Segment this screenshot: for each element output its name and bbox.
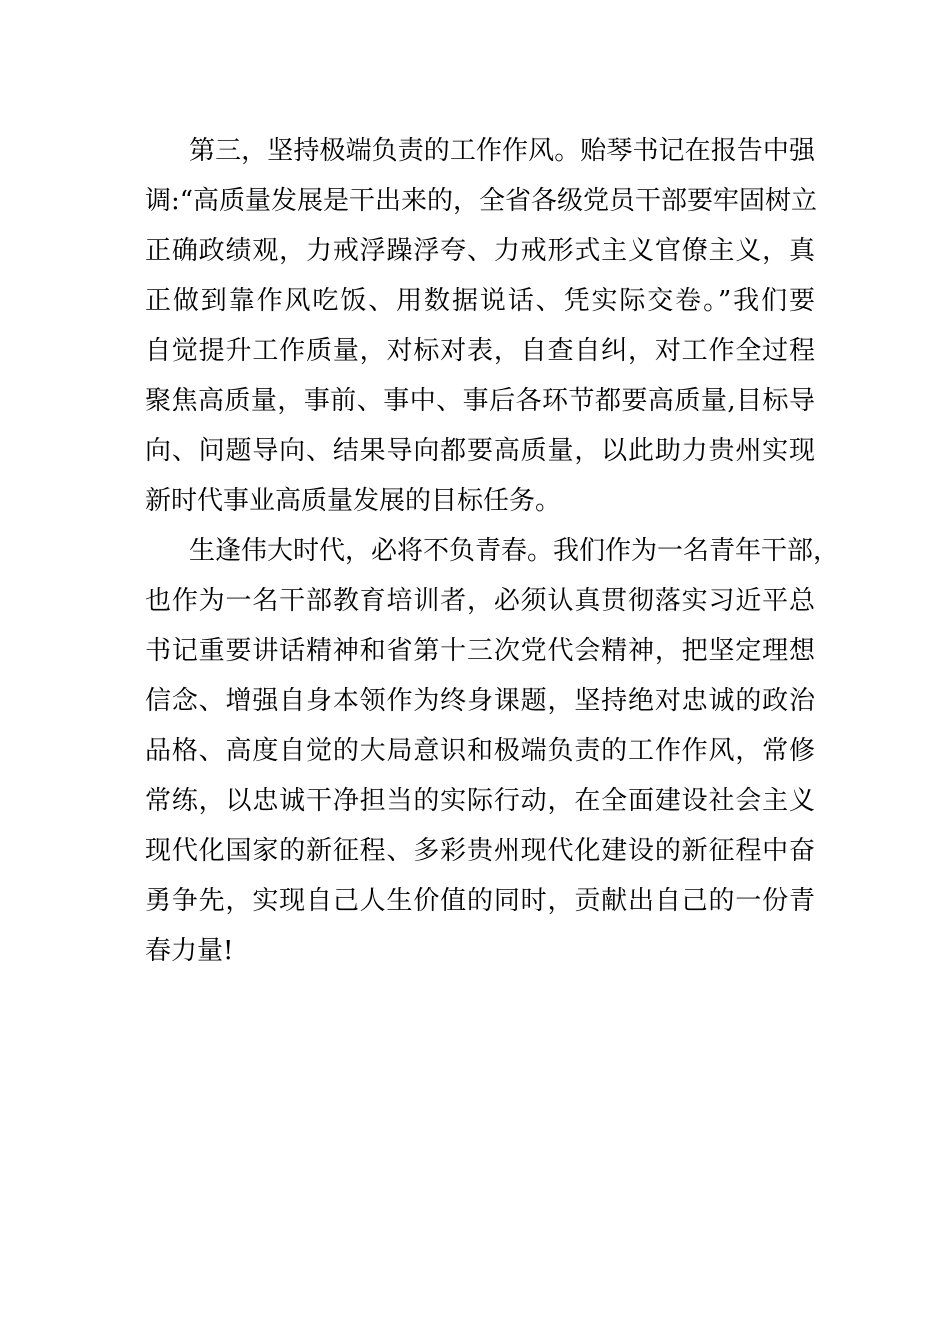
text-line: 品格、高度自觉的大局意识和极端负责的工作作风，常修 bbox=[145, 736, 815, 766]
text-line: 现代化国家的新征程、多彩贵州现代化建设的新征程中奋 bbox=[145, 836, 815, 866]
text-line: 也作为一名干部教育培训者，必须认真贯彻落实习近平总 bbox=[145, 586, 815, 616]
text-line: 常练，以忠诚干净担当的实际行动，在全面建设社会主义 bbox=[145, 786, 815, 816]
paragraph-2 bbox=[145, 526, 840, 976]
text-line: 新时代事业高质量发展的目标任务。 bbox=[145, 486, 562, 516]
paragraph-1 bbox=[145, 126, 818, 526]
text-line: 聚焦高质量，事前、事中、事后各环节都要高质量,目标导 bbox=[145, 386, 815, 416]
text-line: 第三，坚持极端负责的工作作风。贻琴书记在报告中强 bbox=[189, 136, 815, 166]
text-line: 自觉提升工作质量，对标对表，自查自纠，对工作全过程 bbox=[145, 336, 815, 366]
text-line: 信念、增强自身本领作为终身课题，坚持绝对忠诚的政治 bbox=[145, 686, 815, 716]
document-body bbox=[145, 126, 840, 976]
text-line: 调:“高质量发展是干出来的，全省各级党员干部要牢固树立 bbox=[145, 186, 818, 216]
text-line: 春力量! bbox=[145, 936, 234, 966]
text-line: 正确政绩观，力戒浮躁浮夸、力戒形式主义官僚主义，真 bbox=[145, 236, 815, 266]
text-line: 正做到靠作风吃饭、用数据说话、凭实际交卷。”我们要 bbox=[145, 286, 815, 316]
text-line: 向、问题导向、结果导向都要高质量，以此助力贵州实现 bbox=[145, 436, 815, 466]
text-line: 书记重要讲话精神和省第十三次党代会精神，把坚定理想 bbox=[145, 636, 815, 666]
text-line: 生逢伟大时代，必将不负青春。我们作为一名青年干部， bbox=[189, 536, 840, 566]
text-line: 勇争先，实现自己人生价值的同时，贡献出自己的一份青 bbox=[145, 886, 815, 916]
